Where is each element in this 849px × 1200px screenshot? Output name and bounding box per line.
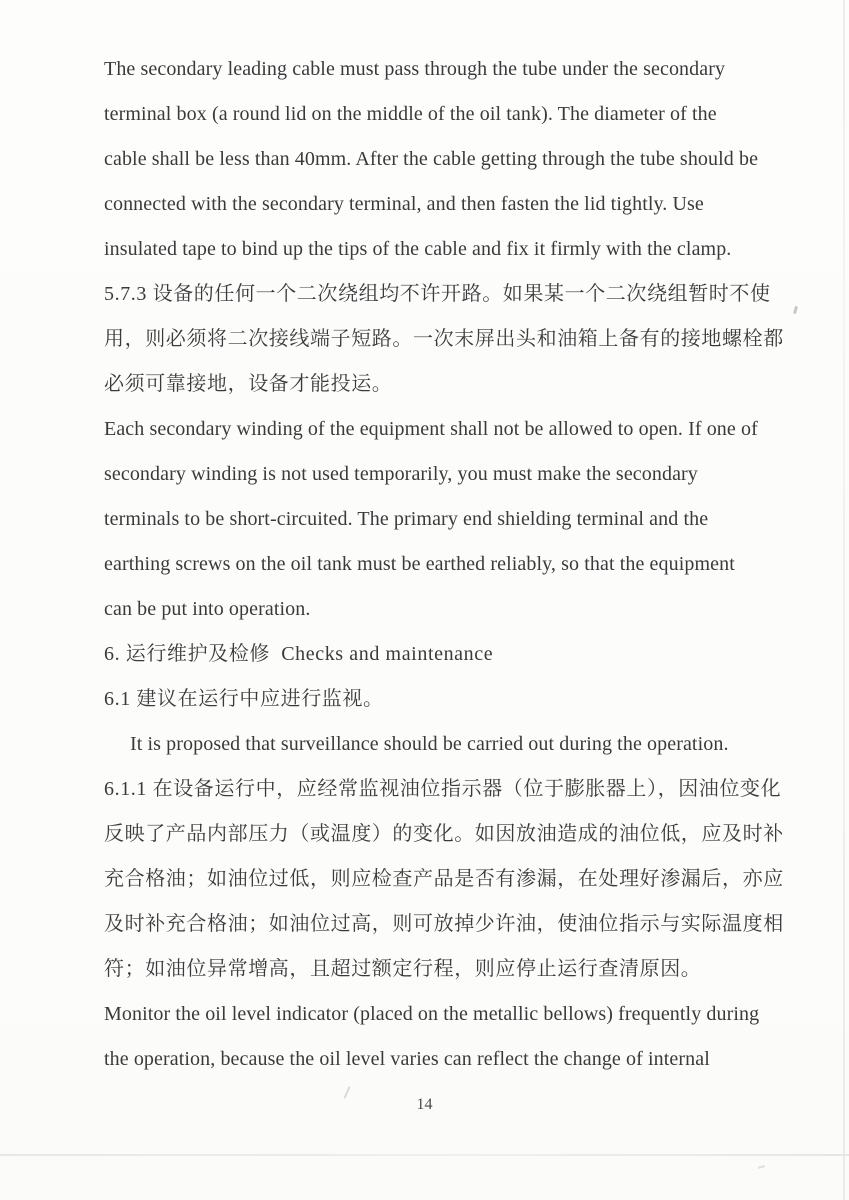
text-line: Monitor the oil level indicator (placed on the metallic bellows) frequently during xyxy=(104,1003,760,1025)
text-line: It is proposed that surveillance should be carried out during the operation. xyxy=(130,733,729,755)
text-line: 用，则必须将二次接线端子短路。一次末屏出头和油箱上备有的接地螺栓都 xyxy=(104,328,784,350)
text-line: Each secondary winding of the equipment shall not be allowed to open. If one of xyxy=(104,418,758,440)
text-line: terminals to be short-circuited. The primary end shielding terminal and the xyxy=(104,508,709,530)
section-5-7-3-line: 5.7.3 设备的任何一个二次绕组均不许开路。如果某一个二次绕组暂时不使 xyxy=(104,283,771,305)
section-6-1-1-line: 6.1.1 在设备运行中，应经常监视油位指示器（位于膨胀器上），因油位变化 xyxy=(104,778,782,800)
text-line: 充合格油；如油位过低，则应检查产品是否有渗漏，在处理好渗漏后，亦应 xyxy=(104,868,784,890)
document-body xyxy=(104,47,794,1082)
text-line: earthing screws on the oil tank must be earthed reliably, so that the equipment xyxy=(104,553,735,575)
scan-speck xyxy=(793,306,798,315)
text-line: terminal box (a round lid on the middle of the oil tank). The diameter of the xyxy=(104,103,717,125)
text-line: 及时补充合格油；如油位过高，则可放掉少许油，使油位指示与实际温度相 xyxy=(104,913,784,935)
text-line: 必须可靠接地，设备才能投运。 xyxy=(104,373,393,395)
text-line: 反映了产品内部压力（或温度）的变化。如因放油造成的油位低，应及时补 xyxy=(104,823,784,845)
scan-edge-bottom xyxy=(0,1154,849,1156)
scan-speck xyxy=(758,1165,765,1169)
section-6-1-heading: 6.1 建议在运行中应进行监视。 xyxy=(104,688,384,710)
scan-edge-right xyxy=(843,0,845,1200)
section-6-heading: 6. 运行维护及检修 Checks and maintenance xyxy=(104,643,494,665)
text-line: secondary winding is not used temporarily, you must make the secondary xyxy=(104,463,698,485)
text-line: cable shall be less than 40mm. After the cable getting through the tube should be xyxy=(104,148,759,170)
text-line: the operation, because the oil level varies can reflect the change of internal xyxy=(104,1048,710,1070)
text-line: can be put into operation. xyxy=(104,598,311,620)
text-line: The secondary leading cable must pass through the tube under the secondary xyxy=(104,58,726,80)
text-line: insulated tape to bind up the tips of the cable and fix it firmly with the clamp. xyxy=(104,238,732,260)
text-line: connected with the secondary terminal, and then fasten the lid tightly. Use xyxy=(104,193,704,215)
page-number: 14 xyxy=(416,1096,433,1113)
text-line: 符；如油位异常增高，且超过额定行程，则应停止运行查清原因。 xyxy=(104,958,702,980)
